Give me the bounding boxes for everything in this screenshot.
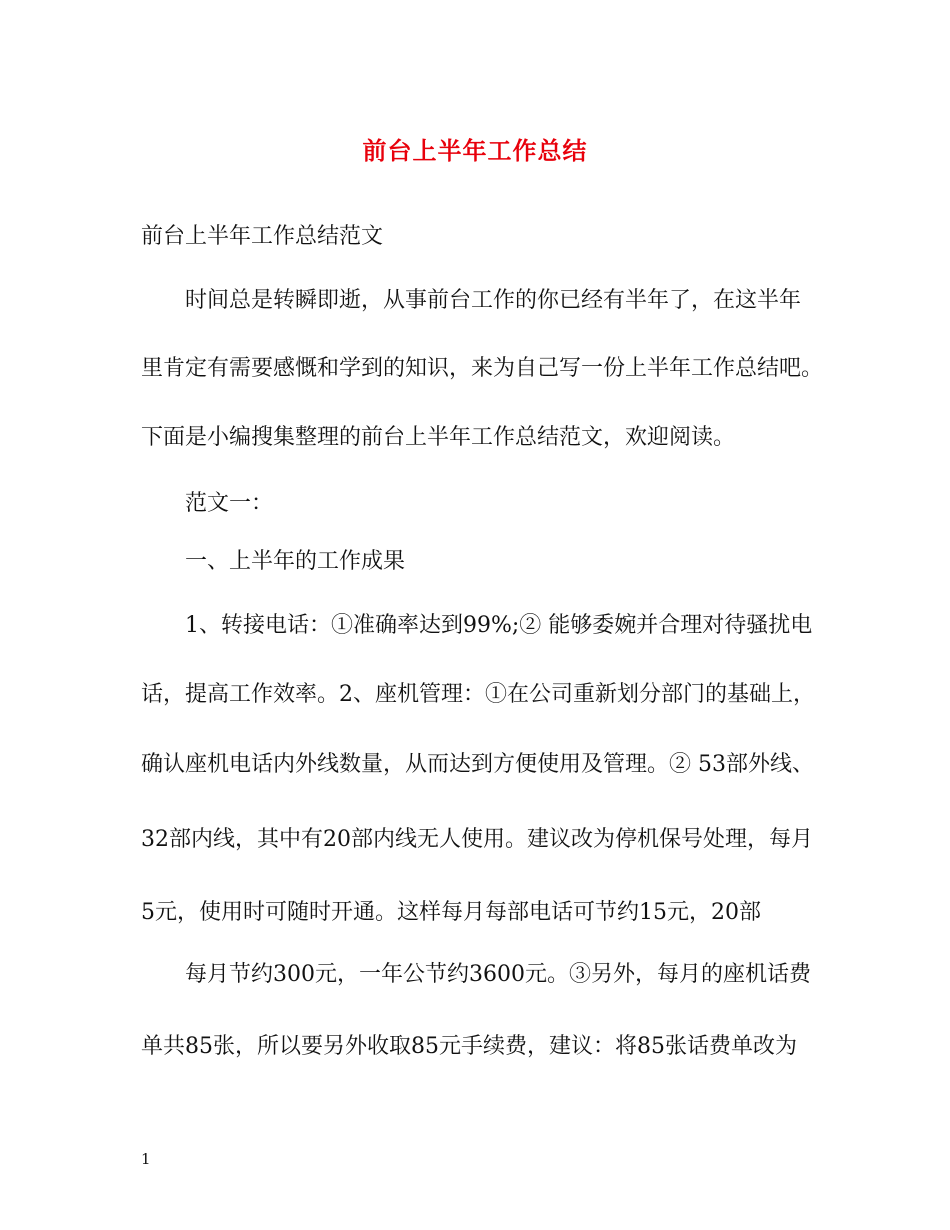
subtitle-line: 前台上半年工作总结范文 bbox=[141, 224, 384, 249]
paragraph-line: 32部内线，其中有20部内线无人使用。建议改为停机保号处理，每月 bbox=[141, 827, 813, 852]
paragraph-line: 时间总是转瞬即逝，从事前台工作的你已经有半年了，在这半年 bbox=[185, 288, 802, 313]
paragraph-line: 1、转接电话：①准确率达到99%;② 能够委婉并合理对待骚扰电 bbox=[185, 613, 813, 638]
paragraph-line: 5元，使用时可随时开通。这样每月每部电话可节约15元，20部 bbox=[141, 900, 761, 925]
section-label: 范文一： bbox=[185, 491, 274, 516]
paragraph-line: 确认座机电话内外线数量，从而达到方便使用及管理。② 53部外线、 bbox=[141, 752, 814, 777]
paragraph-line: 单共85张，所以要另外收取85元手续费，建议：将85张话费单改为 bbox=[141, 1034, 797, 1059]
section-heading: 一、上半年的工作成果 bbox=[185, 549, 406, 574]
paragraph-line: 话，提高工作效率。2、座机管理：①在公司重新划分部门的基础上， bbox=[141, 682, 815, 707]
paragraph-line: 每月节约300元，一年公节约3600元。③另外，每月的座机话费 bbox=[185, 962, 811, 987]
page-number: 1 bbox=[141, 1150, 151, 1168]
paragraph-line: 里肯定有需要感慨和学到的知识，来为自己写一份上半年工作总结吧。 bbox=[141, 356, 824, 381]
paragraph-line: 下面是小编搜集整理的前台上半年工作总结范文，欢迎阅读。 bbox=[141, 425, 736, 450]
document-title: 前台上半年工作总结 bbox=[362, 136, 588, 165]
